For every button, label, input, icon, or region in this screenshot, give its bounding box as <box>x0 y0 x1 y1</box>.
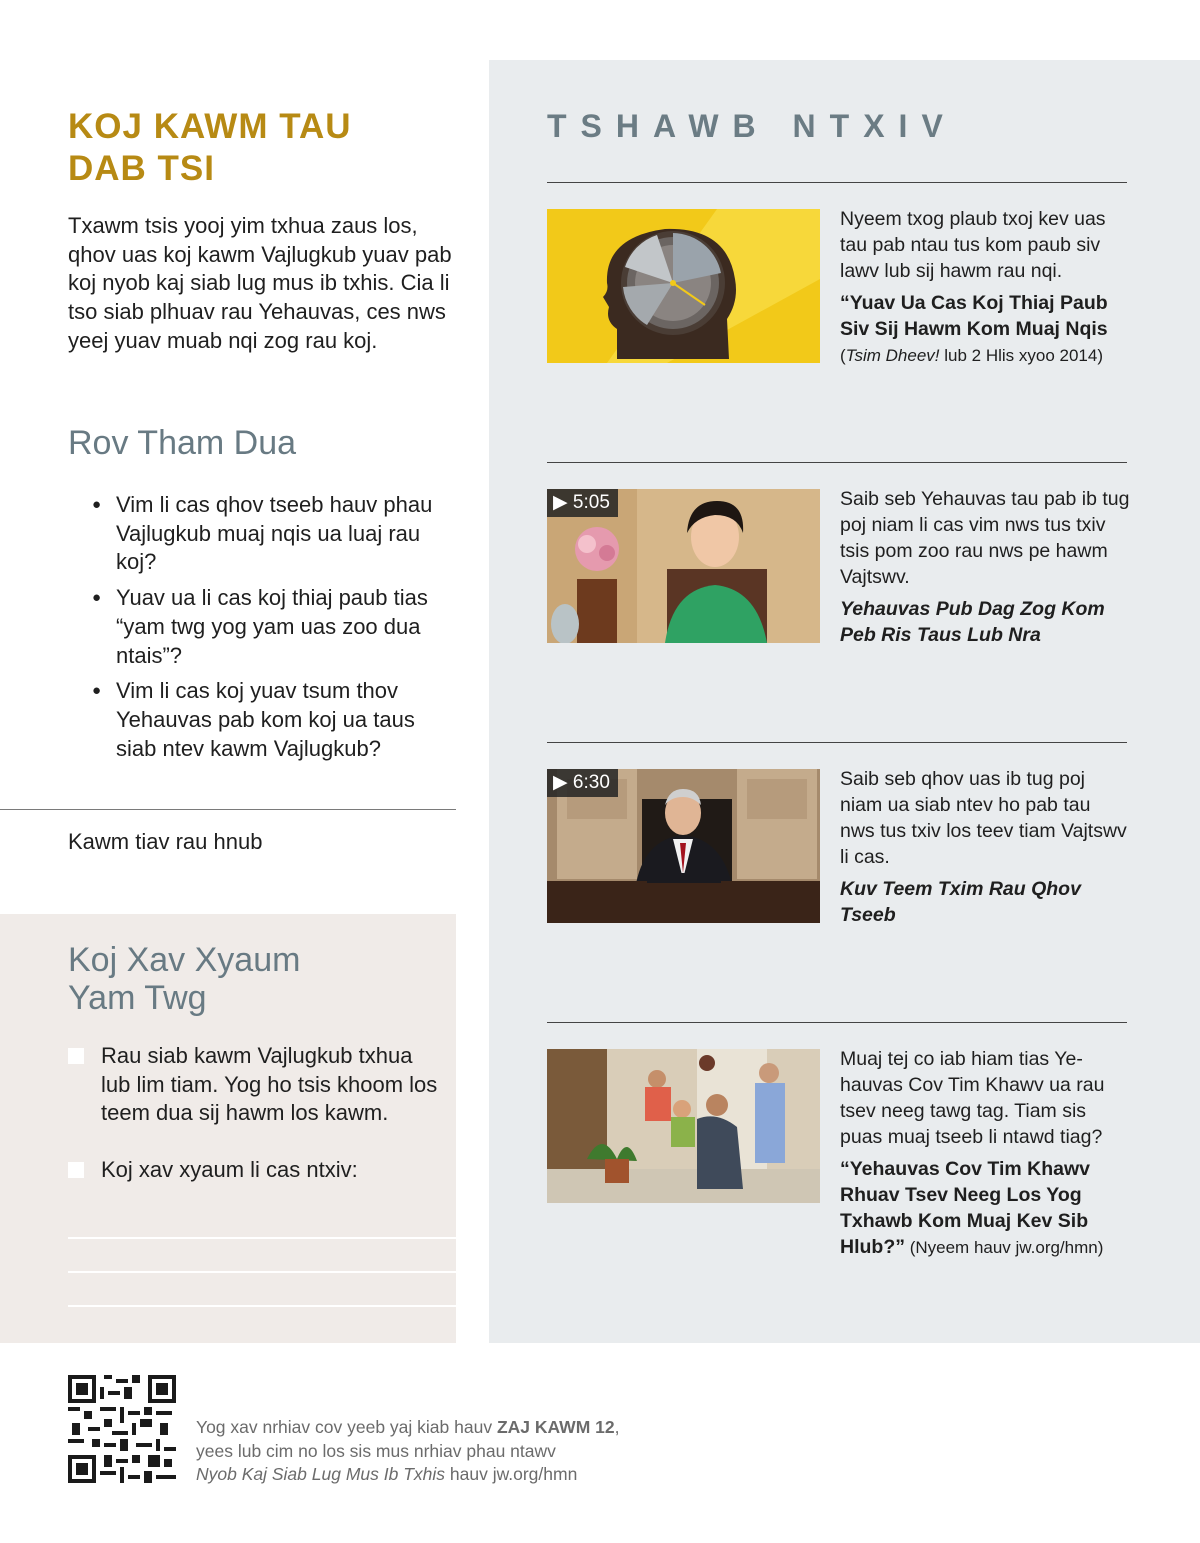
item-reference[interactable] <box>840 876 1130 928</box>
review-question: ● Vim li cas koj yuav tsum thov Yehauvas pab kom koj ua taus siab ntev kawm Vajlugkub? <box>92 677 442 763</box>
checkbox[interactable] <box>68 1048 84 1064</box>
item-divider <box>547 1022 1127 1023</box>
item-description: Saib seb qhov uas ib tug poj niam ua siab ntev ho pab tau nws tus txiv los teev tiam Vajtswv li cas. <box>840 768 1127 868</box>
review-question: ● Yuav ua li cas koj thiaj paub tias “yam twg yog yam uas zoo dua ntais”? <box>92 584 442 670</box>
item-text <box>840 206 1130 369</box>
video-duration: 5:05 <box>572 492 610 513</box>
item-text <box>840 486 1130 648</box>
intro-paragraph: Txawm tsis yooj yim txhua zaus los, qhov uas koj kawm Vajlugkub yuav pab koj nyob kaj siab lug mus ib txhis. Cia li tso siab plhuav rau Yehauvas, ces nws yeej yuav muab nqi zog rau koj. <box>68 213 452 353</box>
writing-line[interactable] <box>68 1271 456 1273</box>
item-source: (Nyeem hauv jw.org/hmn) <box>904 1238 1104 1257</box>
item-reference-title: Kuv Teem Txim Rau Qhov Tseeb <box>840 878 1081 926</box>
website-link[interactable]: hauv jw.org/hmn <box>445 1464 578 1484</box>
item-divider <box>547 742 1127 743</box>
item-reference[interactable] <box>840 596 1130 648</box>
checkbox[interactable] <box>68 1162 84 1178</box>
try-item <box>68 1156 438 1185</box>
try-heading-line1: Koj Xav Xyaum <box>68 941 301 979</box>
article-thumbnail[interactable] <box>547 209 820 363</box>
video-duration-badge <box>547 489 618 517</box>
item-description: Nyeem txog plaub txoj kev uas tau pab ntau tus kom paub siv lawv lub sij hawm rau nqi. <box>840 208 1106 282</box>
footer-line1: Yog xav nrhiav cov yeeb yaj kiab hauv ZAJ KAWM 12, <box>196 1417 620 1437</box>
item-source: (Tsim Dheev! lub 2 Hlis xyoo 2014) <box>840 346 1104 365</box>
writing-line[interactable] <box>68 1305 456 1307</box>
item-description: Saib seb Yehauvas tau pab ib tug poj niam li cas vim nws tus txiv tsis pom zoo rau nws pe hawm Vajtswv. <box>840 488 1130 588</box>
footer-text <box>196 1416 619 1487</box>
try-item-text: Rau siab kawm Vajlugkub txhua lub lim tiam. Yog ho tsis khoom los teem dua sij hawm los kawm. <box>101 1043 438 1126</box>
item-divider <box>547 182 1127 183</box>
time-head-illustration <box>547 209 820 363</box>
review-question: ● Vim li cas qhov tseeb hauv phau Vajlugkub muaj nqis ua luaj rau koj? <box>92 491 442 577</box>
review-question-list <box>92 491 442 770</box>
try-heading <box>68 941 300 1017</box>
qr-code-icon[interactable] <box>68 1375 176 1483</box>
page-title-line2: DAB TSI <box>68 149 215 188</box>
try-heading-line2: Yam Twg <box>68 979 207 1017</box>
article-thumbnail[interactable] <box>547 1049 820 1203</box>
item-text <box>840 766 1130 928</box>
video-thumbnail[interactable] <box>547 489 820 643</box>
play-icon: ▶ <box>553 492 568 513</box>
page-title-line1: KOJ KAWM TAU <box>68 107 352 146</box>
review-heading: Rov Tham Dua <box>68 424 297 462</box>
try-checklist <box>68 1042 438 1213</box>
play-icon: ▶ <box>553 772 568 793</box>
page-title <box>68 106 352 190</box>
magazine-name: Tsim Dheev! <box>845 346 940 365</box>
footer-line2: yees lub cim no los sis mus nrhiav phau ntawv <box>196 1440 556 1461</box>
explore-heading: TSHAWB NTXIV <box>547 108 957 144</box>
video-duration: 6:30 <box>572 772 610 793</box>
item-divider <box>547 462 1127 463</box>
learned-date-label: Kawm tiav rau hnub <box>68 829 263 854</box>
item-reference-title: Yehauvas Pub Dag Zog Kom Peb Ris Taus Lub Nra <box>840 598 1105 646</box>
writing-line[interactable] <box>68 1237 456 1239</box>
try-item <box>68 1042 438 1128</box>
item-reference[interactable] <box>840 290 1130 369</box>
left-divider <box>0 809 456 810</box>
item-reference[interactable] <box>840 1156 1130 1261</box>
family-greeting-photo <box>547 1049 820 1203</box>
item-reference-title: “Yuav Ua Cas Koj Thiaj Paub Siv Sij Hawm Kom Muaj Nqis <box>840 292 1108 340</box>
try-item-text: Koj xav xyaum li cas ntxiv: <box>101 1157 358 1183</box>
item-reference-title: “Yehauvas Cov Tim Khawv Rhuav Tsev Neeg Los Yog Txhawb Kom Muaj Kev Sib Hlub?” <box>840 1158 1090 1258</box>
video-duration-badge <box>547 769 618 797</box>
item-text <box>840 1046 1130 1261</box>
footer-line3 <box>196 1463 619 1487</box>
lesson-number: ZAJ KAWM 12 <box>496 1417 615 1437</box>
video-thumbnail[interactable] <box>547 769 820 923</box>
book-title: Nyob Kaj Siab Lug Mus Ib Txhis <box>196 1464 446 1484</box>
item-description: Muaj tej co iab hiam tias Yehauvas Cov Tim Khawv ua rau tsev neeg tawg tag. Tiam sis puas muaj tseeb li ntawd tiag? <box>840 1048 1105 1148</box>
